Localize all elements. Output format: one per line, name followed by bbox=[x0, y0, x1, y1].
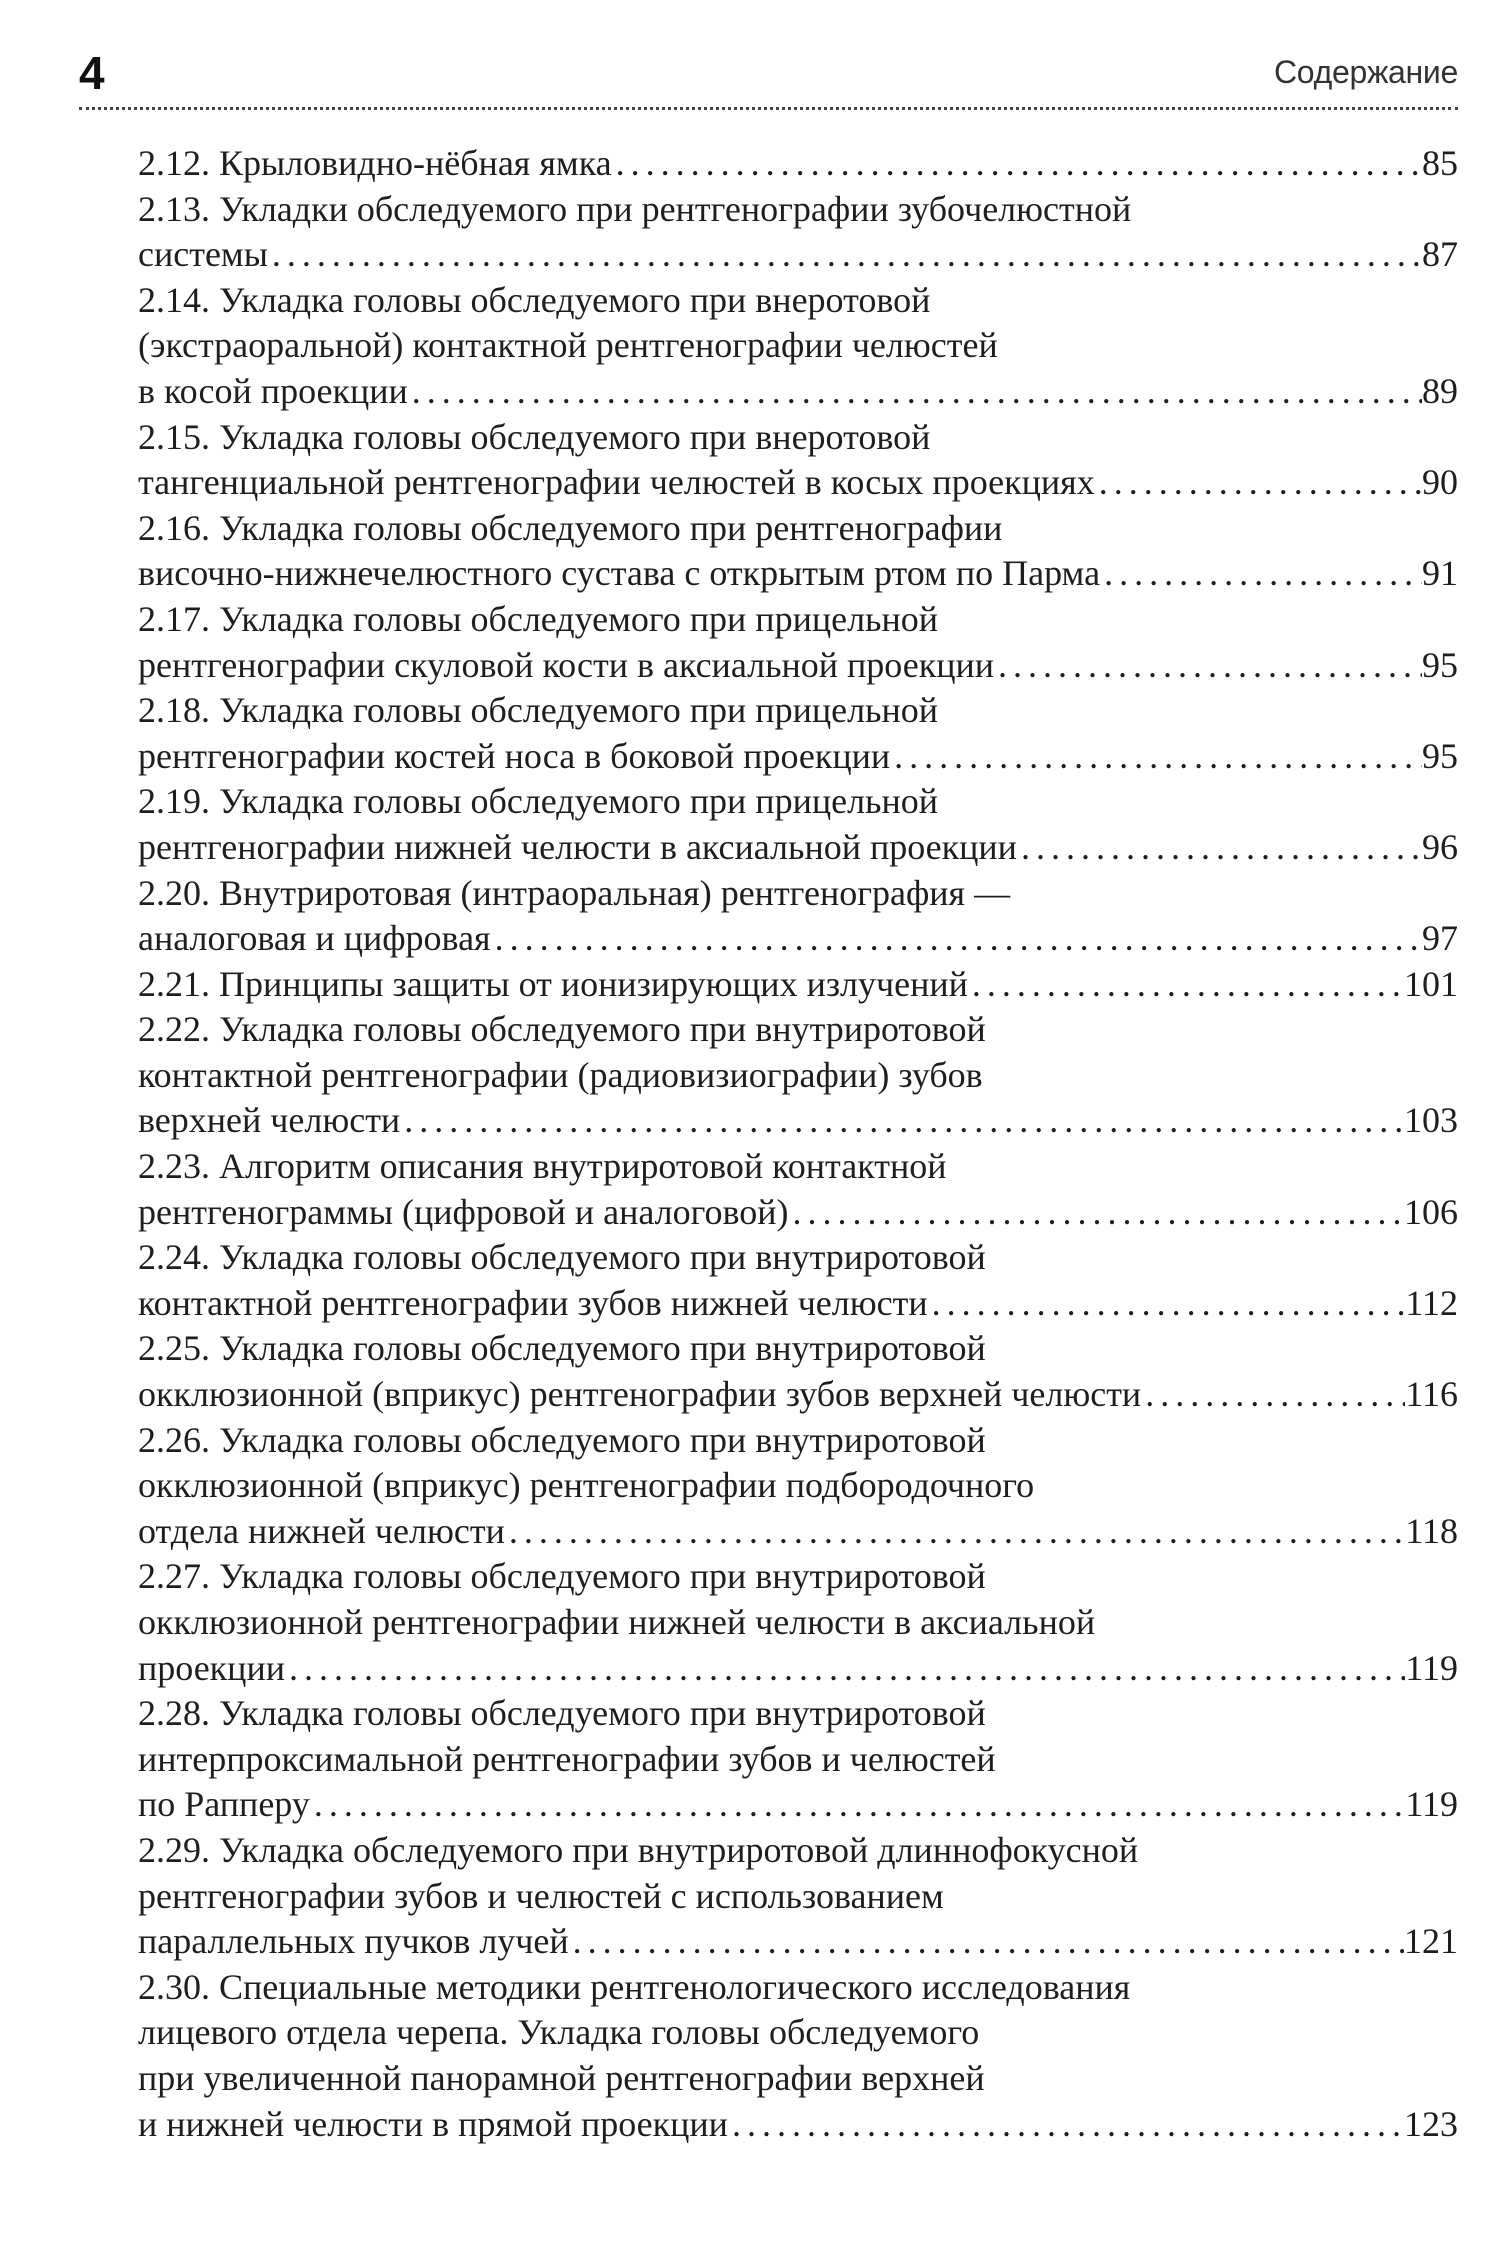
toc-entry-last-line bbox=[138, 1372, 1458, 1418]
toc-entry-title-line: 2.19. Укладка головы обследуемого при прицельной bbox=[138, 781, 938, 822]
page-number: 4 bbox=[79, 47, 105, 99]
toc-entry bbox=[138, 1691, 1458, 1828]
toc-entry bbox=[138, 1007, 1458, 1144]
toc-entry-title-line: 2.12. Крыловидно-нёбная ямка bbox=[138, 143, 612, 183]
dot-leader bbox=[789, 1190, 1404, 1236]
toc-entry-title-line: системы bbox=[138, 234, 268, 275]
dot-leader bbox=[1095, 460, 1422, 506]
toc-entry-title-line: интерпроксимальной рентгенографии зубов и челюстей bbox=[138, 1738, 996, 1779]
toc-entry bbox=[138, 688, 1458, 779]
toc-entry-title-line: 2.15. Укладка головы обследуемого при внеротовой bbox=[138, 416, 931, 457]
toc-entry-last-line bbox=[138, 962, 1458, 1008]
toc-entry bbox=[138, 1235, 1458, 1326]
toc-entry-last-line bbox=[138, 2102, 1458, 2148]
toc-page-number: 121 bbox=[1404, 1921, 1458, 1962]
running-title: Содержание bbox=[1273, 54, 1458, 90]
toc-entry-title-line: проекции bbox=[138, 1647, 285, 1688]
toc-entry bbox=[138, 597, 1458, 688]
toc-page-number: 103 bbox=[1404, 1100, 1458, 1141]
dot-leader bbox=[928, 1281, 1406, 1327]
toc-entry-title-line: верхней челюсти bbox=[138, 1100, 401, 1141]
toc-entry-last-line bbox=[138, 141, 1458, 187]
dot-leader bbox=[612, 141, 1422, 187]
toc-page-number: 85 bbox=[1422, 143, 1458, 183]
toc-entry bbox=[138, 187, 1458, 278]
toc-entry-title-line: 2.18. Укладка головы обследуемого при прицельной bbox=[138, 690, 938, 731]
toc-page-number: 95 bbox=[1422, 644, 1458, 685]
header-dotted-rule bbox=[79, 107, 1458, 110]
toc-entry-last-line bbox=[138, 232, 1458, 278]
toc-entry-title-line: по Рапперу bbox=[138, 1784, 310, 1825]
toc-entry-last-line bbox=[138, 1190, 1458, 1236]
toc-entry-last-line bbox=[138, 1509, 1458, 1555]
toc-entry bbox=[138, 1326, 1458, 1417]
toc-entry-title-line: рентгенографии костей носа в боковой проекции bbox=[138, 735, 891, 776]
toc-entry-title-line: 2.17. Укладка головы обследуемого при прицельной bbox=[138, 598, 938, 639]
toc-entry-title-line: 2.30. Специальные методики рентгенологического исследования bbox=[138, 1966, 1131, 2007]
toc-page-number: 97 bbox=[1422, 918, 1458, 959]
toc-entry-title-line: 2.28. Укладка головы обследуемого при внутриротовой bbox=[138, 1693, 986, 1734]
toc-entry-title-line: височно-нижнечелюстного сустава с открытым ртом по Парма bbox=[138, 553, 1101, 594]
toc-entry-title-line: 2.22. Укладка головы обследуемого при внутриротовой bbox=[138, 1009, 986, 1050]
dot-leader bbox=[968, 962, 1404, 1008]
toc-entry-last-line bbox=[138, 1281, 1458, 1327]
toc-entry-title-line: рентгенографии зубов и челюстей с использованием bbox=[138, 1875, 944, 1916]
toc-entry bbox=[138, 278, 1458, 415]
toc-entry-last-line bbox=[138, 1646, 1458, 1692]
toc-entry bbox=[138, 1828, 1458, 1965]
toc-entry-title-line: 2.29. Укладка обследуемого при внутриротовой длиннофокусной bbox=[138, 1829, 1139, 1870]
toc-entry-title-line: контактной рентгенографии (радиовизиографии) зубов bbox=[138, 1054, 983, 1095]
toc-entry-last-line bbox=[138, 369, 1458, 415]
toc-page-number: 90 bbox=[1422, 462, 1458, 503]
toc-page-number: 95 bbox=[1422, 735, 1458, 776]
toc-page-number: 123 bbox=[1404, 2103, 1458, 2144]
toc-entry-title-line: лицевого отдела черепа. Укладка головы обследуемого bbox=[138, 2012, 980, 2053]
toc-entry-last-line bbox=[138, 1919, 1458, 1965]
toc-entry-title-line: 2.13. Укладки обследуемого при рентгенографии зубочелюстной bbox=[138, 188, 1132, 229]
toc-page-number: 118 bbox=[1405, 1510, 1458, 1551]
toc-page-number: 106 bbox=[1404, 1191, 1458, 1232]
toc-entry-last-line bbox=[138, 460, 1458, 506]
toc-entry-last-line bbox=[138, 1782, 1458, 1828]
toc-entry-last-line bbox=[138, 551, 1458, 597]
dot-leader bbox=[1141, 1372, 1405, 1418]
dot-leader bbox=[1100, 551, 1422, 597]
toc-entry-title-line: 2.14. Укладка головы обследуемого при внеротовой bbox=[138, 279, 931, 320]
toc-page-number: 89 bbox=[1422, 370, 1458, 411]
toc-entry-title-line: при увеличенной панорамной рентгенографии верхней bbox=[138, 2057, 985, 2098]
toc-entry-title-line: рентгенографии скуловой кости в аксиальной проекции bbox=[138, 644, 995, 685]
toc-entry-title-line: параллельных пучков лучей bbox=[138, 1921, 569, 1962]
dot-leader bbox=[994, 643, 1422, 689]
toc-entry-title-line: 2.24. Укладка головы обследуемого при внутриротовой bbox=[138, 1237, 986, 1278]
toc-page-number: 116 bbox=[1405, 1374, 1458, 1415]
table-of-contents bbox=[138, 141, 1458, 2147]
toc-page-number: 91 bbox=[1422, 553, 1458, 594]
dot-leader bbox=[1017, 825, 1422, 871]
dot-leader bbox=[569, 1919, 1404, 1965]
dot-leader bbox=[890, 734, 1422, 780]
toc-entry bbox=[138, 871, 1458, 962]
dot-leader bbox=[408, 369, 1422, 415]
toc-entry bbox=[138, 962, 1458, 1008]
toc-entry-title-line: 2.25. Укладка головы обследуемого при внутриротовой bbox=[138, 1328, 986, 1369]
dot-leader bbox=[310, 1782, 1406, 1828]
toc-entry bbox=[138, 506, 1458, 597]
dot-leader bbox=[505, 1509, 1405, 1555]
toc-entry-title-line: окклюзионной (вприкус) рентгенографии зубов верхней челюсти bbox=[138, 1374, 1142, 1415]
toc-entry-title-line: 2.20. Внутриротовая (интраоральная) рентгенография — bbox=[138, 872, 1011, 913]
toc-page-number: 101 bbox=[1404, 963, 1458, 1004]
dot-leader bbox=[268, 232, 1422, 278]
toc-entry-title-line: рентгенографии нижней челюсти в аксиальной проекции bbox=[138, 826, 1017, 867]
toc-page-number: 119 bbox=[1405, 1784, 1458, 1825]
toc-page-number: 87 bbox=[1422, 234, 1458, 275]
toc-entry-title-line: отдела нижней челюсти bbox=[138, 1510, 505, 1551]
toc-entry-last-line bbox=[138, 1098, 1458, 1144]
dot-leader bbox=[400, 1098, 1404, 1144]
dot-leader bbox=[491, 916, 1422, 962]
toc-entry-title-line: 2.26. Укладка головы обследуемого при внутриротовой bbox=[138, 1419, 986, 1460]
toc-entry bbox=[138, 415, 1458, 506]
page-header bbox=[79, 38, 1458, 108]
toc-entry bbox=[138, 141, 1458, 187]
toc-entry-title-line: тангенциальной рентгенографии челюстей в косых проекциях bbox=[138, 462, 1095, 503]
toc-entry-title-line: в косой проекции bbox=[138, 370, 408, 411]
dot-leader bbox=[728, 2102, 1404, 2148]
toc-entry-title-line: 2.23. Алгоритм описания внутриротовой контактной bbox=[138, 1146, 947, 1187]
toc-entry-title-line: 2.27. Укладка головы обследуемого при внутриротовой bbox=[138, 1556, 986, 1597]
dot-leader bbox=[285, 1646, 1405, 1692]
toc-entry bbox=[138, 779, 1458, 870]
toc-entry bbox=[138, 1144, 1458, 1235]
toc-entry-title-line: и нижней челюсти в прямой проекции bbox=[138, 2103, 728, 2144]
toc-entry-title-line: окклюзионной (вприкус) рентгенографии подбородочного bbox=[138, 1465, 1035, 1506]
toc-entry-title-line: рентгенограммы (цифровой и аналоговой) bbox=[138, 1191, 789, 1232]
toc-entry bbox=[138, 1554, 1458, 1691]
toc-entry-title-line: окклюзионной рентгенографии нижней челюсти в аксиальной bbox=[138, 1602, 1096, 1642]
toc-entry-last-line bbox=[138, 825, 1458, 871]
toc-entry bbox=[138, 1965, 1458, 2147]
toc-page-number: 119 bbox=[1405, 1647, 1458, 1688]
toc-entry-title-line: аналоговая и цифровая bbox=[138, 918, 491, 959]
toc-entry bbox=[138, 1418, 1458, 1555]
toc-entry-title-line: 2.16. Укладка головы обследуемого при рентгенографии bbox=[138, 507, 1003, 548]
toc-entry-last-line bbox=[138, 643, 1458, 689]
toc-entry-title-line: (экстраоральной) контактной рентгенографии челюстей bbox=[138, 325, 998, 366]
toc-entry-last-line bbox=[138, 916, 1458, 962]
toc-page-number: 96 bbox=[1422, 826, 1458, 867]
toc-entry-title-line: 2.21. Принципы защиты от ионизирующих излучений bbox=[138, 963, 968, 1004]
toc-page-number: 112 bbox=[1405, 1282, 1458, 1323]
toc-entry-last-line bbox=[138, 734, 1458, 780]
toc-entry-title-line: контактной рентгенографии зубов нижней челюсти bbox=[138, 1282, 928, 1323]
